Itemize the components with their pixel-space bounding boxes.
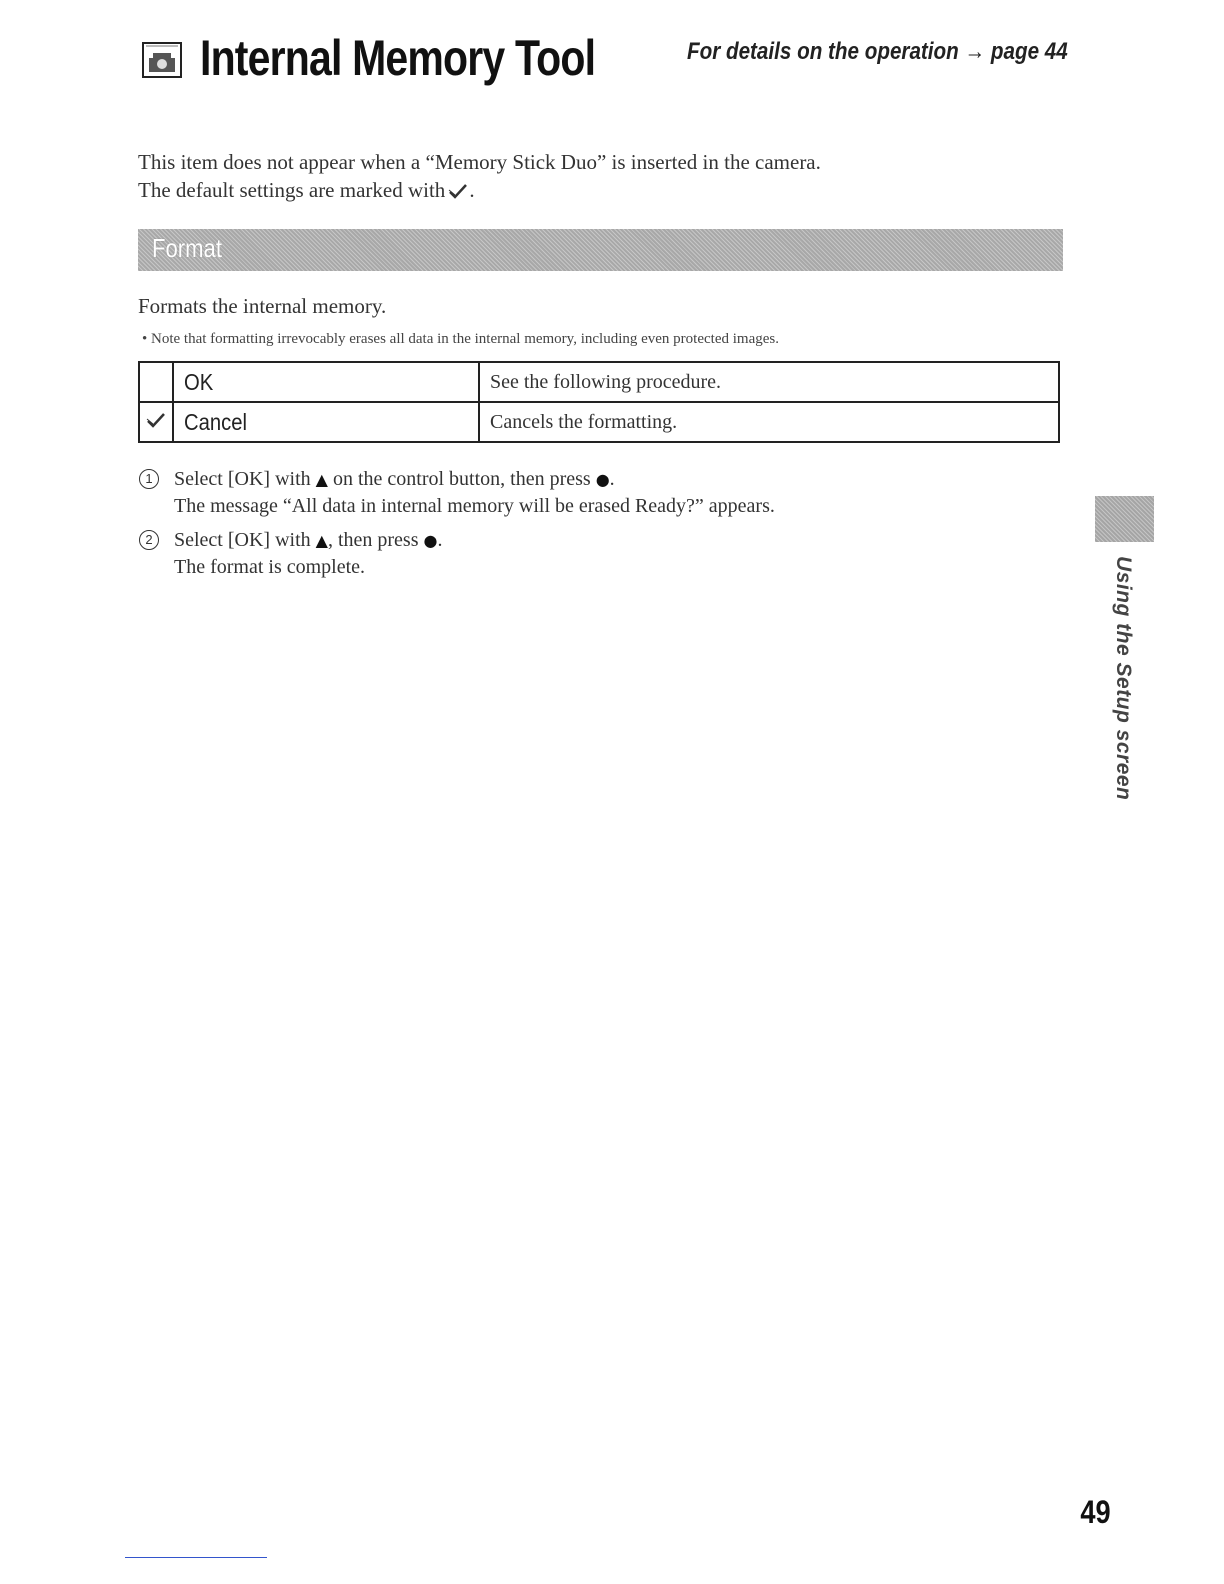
section-header-format bbox=[138, 229, 1063, 271]
options-table bbox=[138, 361, 1060, 443]
step-result: The message “All data in internal memory will be erased Ready?” appears. bbox=[174, 495, 775, 517]
step-result: The format is complete. bbox=[174, 556, 366, 578]
side-tab-marker bbox=[1095, 496, 1154, 542]
up-arrow-icon: ▲ bbox=[315, 470, 328, 489]
intro-line-1: This item does not appear when a “Memory Stick Duo” is inserted in the camera. bbox=[138, 150, 821, 174]
page-header bbox=[138, 28, 1068, 88]
option-mark-cell bbox=[139, 362, 173, 402]
intro-line-2: The default settings are marked with . bbox=[138, 178, 475, 202]
option-row-cancel bbox=[139, 402, 1059, 442]
step-number: 2 bbox=[139, 530, 159, 550]
up-arrow-icon: ▲ bbox=[315, 531, 328, 550]
intro-text bbox=[138, 148, 821, 204]
step-number: 1 bbox=[139, 469, 159, 489]
page-reference: For details on the operation → page 44 bbox=[687, 38, 1068, 65]
side-tab-label: Using the Setup screen bbox=[1112, 556, 1135, 801]
procedure-steps bbox=[138, 466, 1018, 588]
center-button-icon: ● bbox=[595, 470, 610, 489]
section-description: Formats the internal memory. bbox=[138, 294, 387, 318]
option-mark-cell bbox=[139, 402, 173, 442]
section-title: Format bbox=[152, 233, 222, 263]
step-2 bbox=[138, 527, 1018, 580]
step-instruction: Select [OK] with ▲, then press ●. bbox=[174, 529, 443, 551]
option-description: See the following procedure. bbox=[479, 362, 1059, 402]
page-title: Internal Memory Tool bbox=[200, 30, 596, 86]
default-check-icon bbox=[447, 182, 469, 200]
option-row-ok bbox=[139, 362, 1059, 402]
section-note: • Note that formatting irrevocably erases all data in the internal memory, including even protected images. bbox=[142, 331, 779, 347]
option-label: Cancel bbox=[173, 402, 479, 442]
option-description: Cancels the formatting. bbox=[479, 402, 1059, 442]
step-1 bbox=[138, 466, 1018, 519]
option-label: OK bbox=[173, 362, 479, 402]
step-instruction: Select [OK] with ▲ on the control button, then press ●. bbox=[174, 468, 615, 490]
default-check-icon bbox=[145, 411, 167, 429]
center-button-icon: ● bbox=[423, 531, 438, 550]
page-number: 49 bbox=[1080, 1494, 1111, 1530]
internal-memory-icon bbox=[142, 42, 182, 78]
footer-divider bbox=[125, 1557, 267, 1558]
